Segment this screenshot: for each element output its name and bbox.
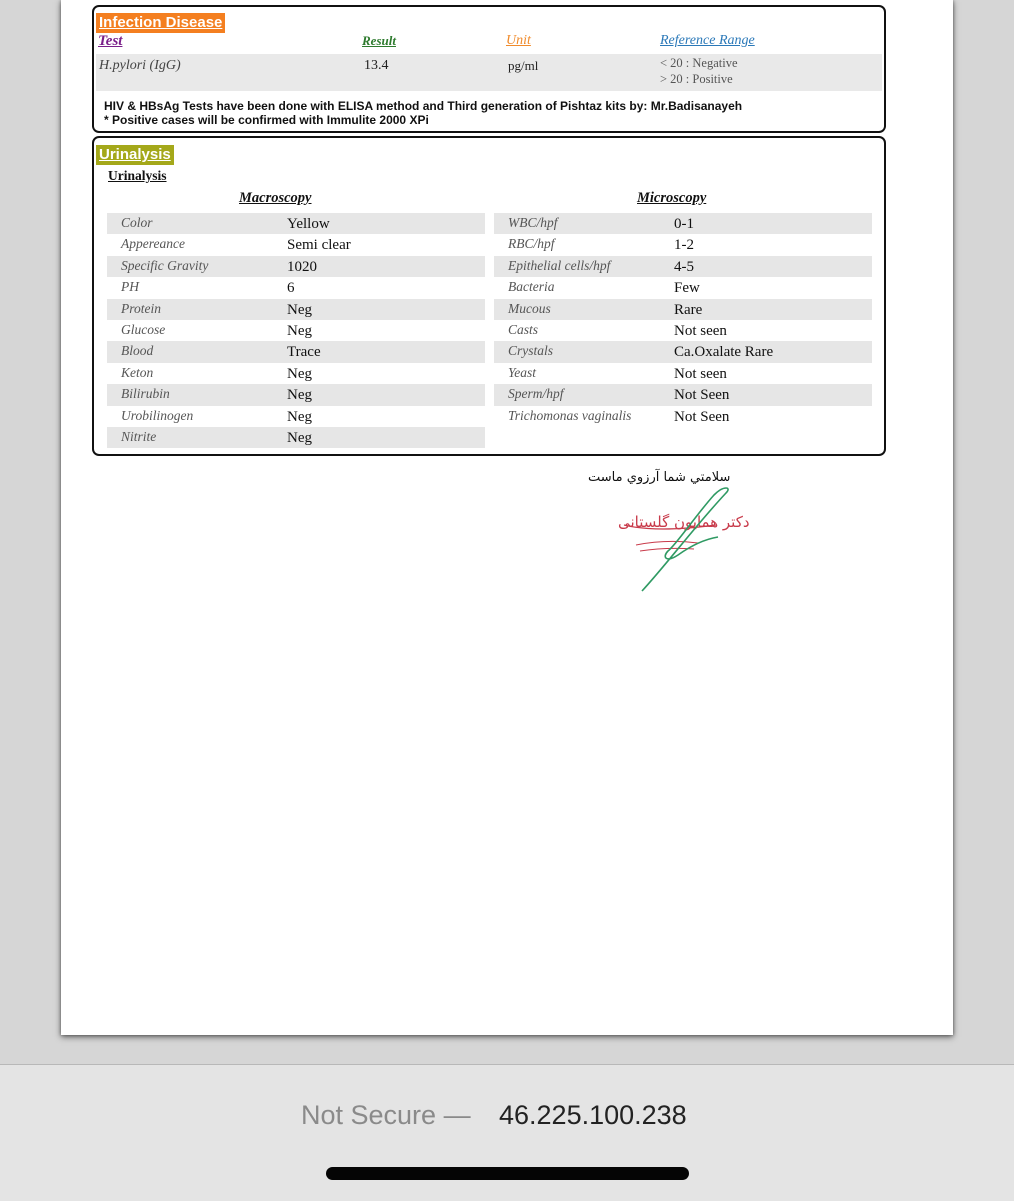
security-label: Not Secure —	[301, 1100, 471, 1130]
row-value: Neg	[287, 408, 312, 425]
row-label: Yeast	[508, 364, 537, 380]
table-row	[494, 277, 872, 298]
row-value: Neg	[287, 387, 312, 404]
urinalysis-subtitle: Urinalysis	[108, 168, 167, 183]
row-value: Rare	[674, 301, 703, 318]
table-row	[494, 363, 872, 384]
row-label: Bacteria	[508, 279, 555, 295]
reference-negative: < 20 : Negative	[660, 56, 738, 70]
infection-disease-section	[92, 5, 886, 133]
table-row	[107, 299, 485, 320]
row-label: PH	[121, 279, 139, 295]
row-label: Color	[121, 215, 153, 230]
table-row	[107, 384, 485, 405]
result-column-header: Result	[362, 33, 396, 48]
row-value: Semi clear	[287, 237, 351, 254]
test-unit: pg/ml	[508, 58, 539, 73]
urinalysis-section-title: Urinalysis	[96, 145, 174, 165]
row-value: Few	[674, 280, 700, 297]
row-label: Nitrite	[121, 428, 157, 444]
table-row	[107, 256, 485, 277]
reference-range-header: Reference Range	[660, 33, 755, 48]
row-label: Urobilinogen	[121, 407, 194, 423]
row-label: Trichomonas vaginalis	[508, 407, 632, 423]
test-column-header: Test	[98, 33, 123, 49]
stamp-text: دکتر همایون گلستانی	[618, 513, 750, 531]
row-label: Crystals	[508, 343, 554, 359]
table-row	[494, 299, 872, 320]
row-value: 6	[287, 280, 295, 297]
row-label: WBC/hpf	[508, 215, 558, 230]
row-value: Not Seen	[674, 408, 730, 425]
table-row	[107, 341, 485, 362]
report-page	[61, 0, 953, 1035]
table-row	[107, 213, 485, 234]
table-row	[494, 320, 872, 341]
microscopy-table	[494, 213, 872, 427]
row-value: 1020	[287, 258, 317, 275]
row-label: Appereance	[121, 236, 185, 252]
macroscopy-table	[107, 213, 485, 448]
microscopy-header: Microscopy	[637, 190, 707, 206]
url-address[interactable]: 46.225.100.238	[499, 1100, 687, 1130]
method-note: HIV & HBsAg Tests have been done with ELISA method and Third generation of Pishtaz kits by: Mr.Badisanayeh	[104, 99, 743, 113]
row-value: Neg	[287, 429, 312, 446]
table-row	[107, 406, 485, 427]
row-label: Bilirubin	[121, 386, 170, 402]
confirmation-note: * Positive cases will be confirmed with Immulite 2000 XPi	[104, 113, 429, 127]
table-row	[96, 54, 882, 91]
infection-section-title: Infection Disease	[96, 13, 225, 33]
row-label: Keton	[121, 364, 154, 380]
row-value: Not seen	[674, 322, 727, 339]
table-row	[107, 277, 485, 298]
unit-column-header: Unit	[506, 33, 531, 48]
row-label: Casts	[508, 321, 539, 337]
table-row	[494, 234, 872, 255]
test-name: H.pylori (IgG)	[99, 58, 181, 73]
row-value: Not seen	[674, 365, 727, 382]
row-value: Neg	[287, 322, 312, 339]
table-row	[107, 363, 485, 384]
row-value: Ca.Oxalate Rare	[674, 344, 774, 361]
table-row	[494, 406, 872, 427]
row-label: Glucose	[121, 321, 166, 337]
row-label: Sperm/hpf	[508, 386, 564, 402]
row-value: Neg	[287, 365, 312, 382]
row-value: Trace	[287, 344, 321, 361]
table-row	[494, 256, 872, 277]
row-value: 0-1	[674, 216, 694, 232]
greeting-text: سلامتي شما آرزوي ماست	[588, 470, 731, 485]
table-row	[494, 341, 872, 362]
row-label: Protein	[121, 300, 161, 316]
browser-address-bar[interactable]	[0, 1064, 1014, 1201]
reference-positive: > 20 : Positive	[660, 72, 733, 86]
signature-stroke	[642, 488, 728, 591]
stamp-lines	[636, 541, 698, 551]
table-row	[107, 320, 485, 341]
urinalysis-section	[92, 136, 886, 456]
row-label: Blood	[121, 343, 154, 359]
row-value: 4-5	[674, 258, 694, 275]
table-row	[107, 234, 485, 255]
row-label: Specific Gravity	[121, 257, 209, 273]
macroscopy-header: Macroscopy	[239, 190, 312, 206]
row-label: Mucous	[508, 300, 551, 316]
home-indicator[interactable]	[326, 1167, 689, 1180]
row-label: RBC/hpf	[508, 236, 555, 252]
row-value: Neg	[287, 301, 312, 318]
doctor-signature-stamp	[606, 485, 756, 595]
table-row	[494, 384, 872, 405]
table-row	[107, 427, 485, 448]
row-value: 1-2	[674, 237, 694, 254]
test-result: 13.4	[364, 58, 389, 73]
table-row	[494, 213, 872, 234]
row-value: Yellow	[287, 216, 330, 232]
row-label: Epithelial cells/hpf	[508, 257, 611, 273]
row-value: Not Seen	[674, 387, 730, 404]
